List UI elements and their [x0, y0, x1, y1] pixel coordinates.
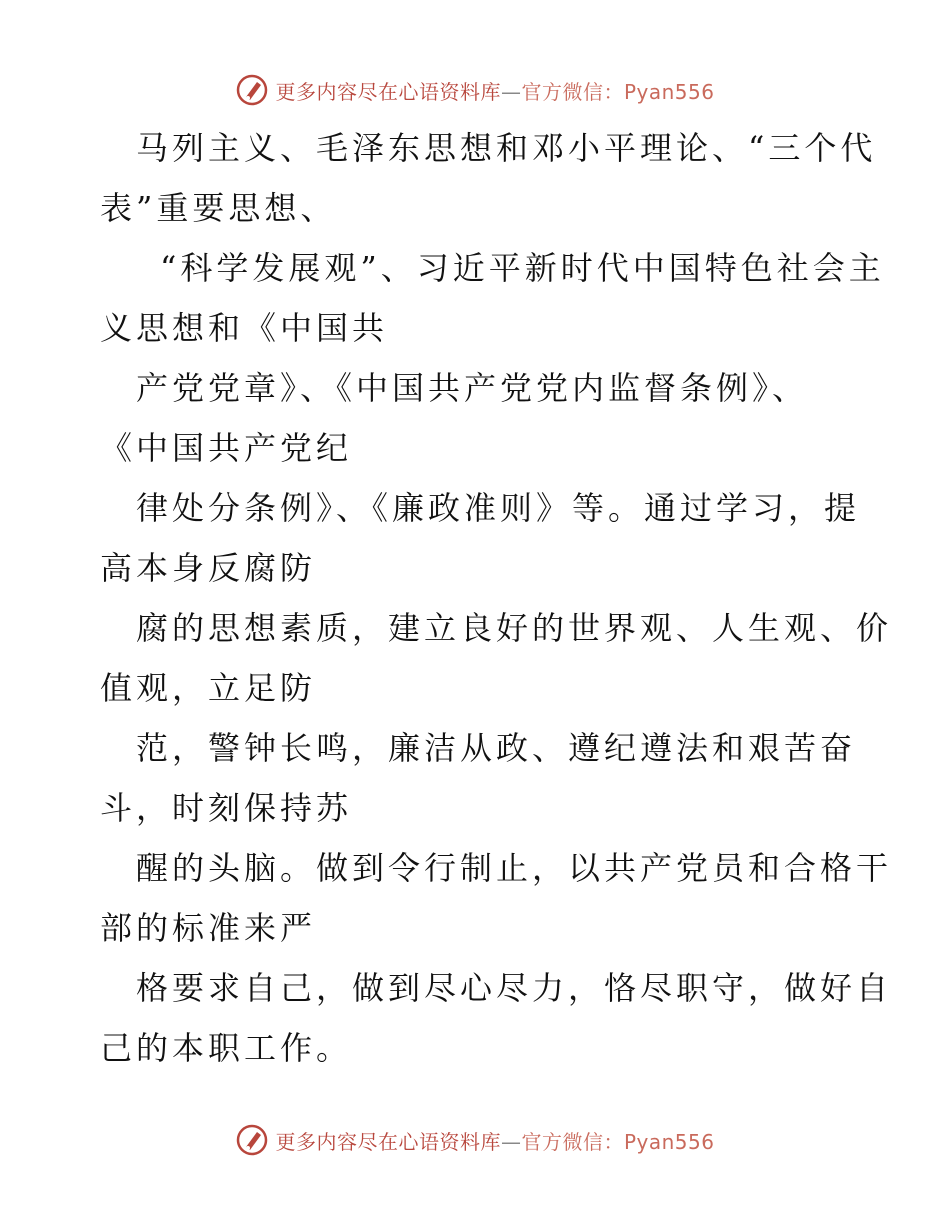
text-line: 律处分条例》、《廉政准则》等。通过学习，提: [136, 489, 861, 527]
text-line: 产党党章》、《中国共产党党内监督条例》、: [136, 369, 809, 407]
text-line: 马列主义、毛泽东思想和邓小平理论、“三个代: [136, 129, 877, 167]
text-line: 斗，时刻保持苏: [100, 789, 353, 827]
document-body: [100, 118, 893, 1078]
banner-title: 更多内容尽在心语资料库: [275, 79, 501, 104]
text-line: “科学发展观”、习近平新时代中国特色社会主: [160, 249, 885, 287]
text-line: 高本身反腐防: [100, 549, 317, 587]
pen-nib-logo-icon: [235, 73, 269, 107]
text-line: 醒的头脑。做到令行制止，以共产党员和合格干: [136, 849, 893, 887]
footer-banner: [0, 1120, 950, 1160]
banner-separator: —: [500, 79, 522, 104]
banner-contact: 官方微信：Pyan556: [521, 79, 715, 104]
text-line: 己的本职工作。: [100, 1029, 353, 1067]
text-line: 部的标准来严: [100, 909, 317, 947]
text-line: 《中国共产党纪: [100, 429, 353, 467]
text-line: 腐的思想素质，建立良好的世界观、人生观、价: [136, 609, 893, 647]
pen-nib-logo-icon: [235, 1123, 269, 1157]
banner-separator: —: [500, 1129, 522, 1154]
header-banner: [0, 70, 950, 110]
text-line: 格要求自己，做到尽心尽力，恪尽职守，做好自: [136, 969, 893, 1007]
banner-title: 更多内容尽在心语资料库: [275, 1129, 501, 1154]
banner-contact: 官方微信：Pyan556: [521, 1129, 715, 1154]
text-line: 义思想和《中国共: [100, 309, 389, 347]
text-line: 表”重要思想、: [100, 189, 337, 227]
text-line: 范，警钟长鸣，廉洁从政、遵纪遵法和艰苦奋: [136, 729, 857, 767]
text-line: 值观，立足防: [100, 669, 317, 707]
